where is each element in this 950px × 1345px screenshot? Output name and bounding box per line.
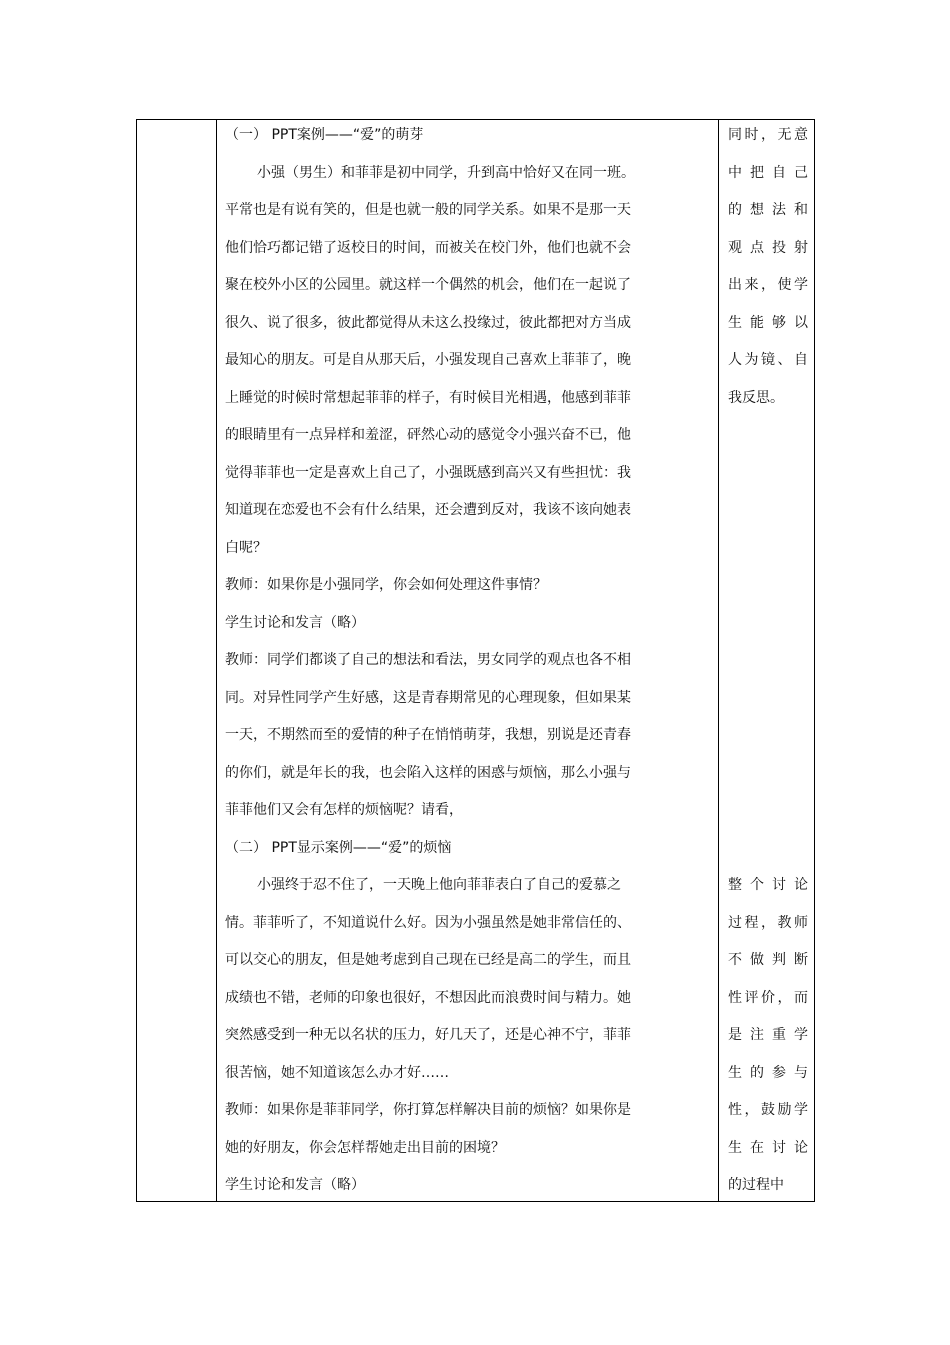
paragraph-line: 觉得菲菲也一定是喜欢上自己了，小强既感到高兴又有些担忧：我: [225, 464, 631, 481]
lesson-table: [136, 119, 815, 1202]
note-line: 观点投射: [728, 239, 808, 256]
section-heading: （一） PPT案例——“爱”的萌芽: [225, 127, 424, 143]
paragraph-line: 的眼睛里有一点异样和羞涩，砰然心动的感觉令小强兴奋不已，他: [225, 427, 631, 443]
teacher-question: 她的好朋友，你会怎样帮她走出目前的困境？: [225, 1139, 505, 1156]
paragraph-line: 一天，不期然而至的爱情的种子在悄悄萌芽，我想，别说是还青春: [225, 727, 631, 743]
paragraph-line: 很苦恼，她不知道该怎么办才好……: [225, 1064, 449, 1081]
paragraph-line: 很久、说了很多，彼此都觉得从未这么投缘过，彼此都把对方当成: [225, 314, 631, 331]
note-line: 过程，教师: [728, 914, 808, 931]
note-line: 中把自己: [728, 164, 808, 181]
paragraph-line: 聚在校外小区的公园里。就这样一个偶然的机会，他们在一起说了: [225, 277, 631, 293]
note-line: 人为镜、自: [728, 352, 808, 368]
paragraph-line: 菲菲他们又会有怎样的烦恼呢？请看，: [225, 802, 463, 818]
note-line: 整个讨论: [728, 877, 808, 893]
note-line: 的想法和: [728, 202, 808, 218]
paragraph-line: 平常也是有说有笑的，但是也就一般的同学关系。如果不是那一天: [225, 202, 631, 218]
paragraph-line: 情。菲菲听了，不知道说什么好。因为小强虽然是她非常信任的、: [225, 914, 631, 931]
paragraph-line: 的你们，就是年长的我，也会陷入这样的困惑与烦恼，那么小强与: [225, 764, 631, 781]
note-line: 是注重学: [728, 1027, 808, 1043]
note-line: 生在讨论: [728, 1139, 808, 1156]
note-line: 生的参与: [728, 1064, 808, 1081]
note-line: 同时，无意: [728, 127, 808, 143]
note-line: 性，鼓励学: [728, 1102, 808, 1118]
paragraph-line: 最知心的朋友。可是自从那天后，小强发现自己喜欢上菲菲了，晚: [225, 352, 631, 368]
note-line: 出来，使学: [728, 277, 808, 293]
paragraph-line: 教师：同学们都谈了自己的想法和看法，男女同学的观点也各不相: [225, 652, 631, 668]
note-line: 不做判断: [728, 952, 808, 968]
paragraph-line: 知道现在恋爱也不会有什么结果，还会遭到反对，我该不该向她表: [225, 502, 631, 518]
note-line: 性评价，而: [728, 989, 808, 1006]
paragraph-line: 可以交心的朋友，但是她考虑到自己现在已经是高二的学生，而且: [225, 952, 631, 968]
paragraph-line: 成绩也不错，老师的印象也很好，不想因此而浪费时间与精力。她: [225, 989, 631, 1006]
teacher-question: 教师：如果你是小强同学，你会如何处理这件事情？: [225, 577, 547, 593]
paragraph-line: 他们恰巧都记错了返校日的时间，而被关在校门外，他们也就不会: [225, 239, 631, 256]
note-line: 生能够以: [728, 314, 808, 331]
paragraph-line: 小强终于忍不住了，一天晚上他向菲菲表白了自己的爱慕之: [257, 877, 621, 893]
paragraph-line: 同。对异性同学产生好感，这是青春期常见的心理现象，但如果某: [225, 689, 631, 706]
section-one: [225, 117, 657, 1205]
note-line: 我反思。: [728, 389, 784, 406]
student-discussion: 学生讨论和发言（略）: [225, 614, 365, 631]
student-discussion: 学生讨论和发言（略）: [225, 1177, 365, 1193]
note-line: 的过程中: [728, 1177, 784, 1193]
design-note-1: [728, 117, 808, 417]
paragraph-line: 小强（男生）和菲菲是初中同学，升到高中恰好又在同一班。: [257, 164, 635, 181]
column-divider: [718, 120, 719, 1201]
design-note-2: [728, 867, 808, 1205]
paragraph-line: 上睡觉的时候时常想起菲菲的样子，有时候目光相遇，他感到菲菲: [225, 389, 631, 406]
column-divider: [216, 120, 217, 1201]
teacher-question: 教师：如果你是菲菲同学，你打算怎样解决目前的烦恼？如果你是: [225, 1102, 631, 1118]
paragraph-line: 白呢？: [225, 539, 267, 556]
paragraph-line: 突然感受到一种无以名状的压力，好几天了，还是心神不宁，菲菲: [225, 1027, 631, 1043]
section-heading: （二） PPT显示案例——“爱”的烦恼: [225, 839, 452, 856]
